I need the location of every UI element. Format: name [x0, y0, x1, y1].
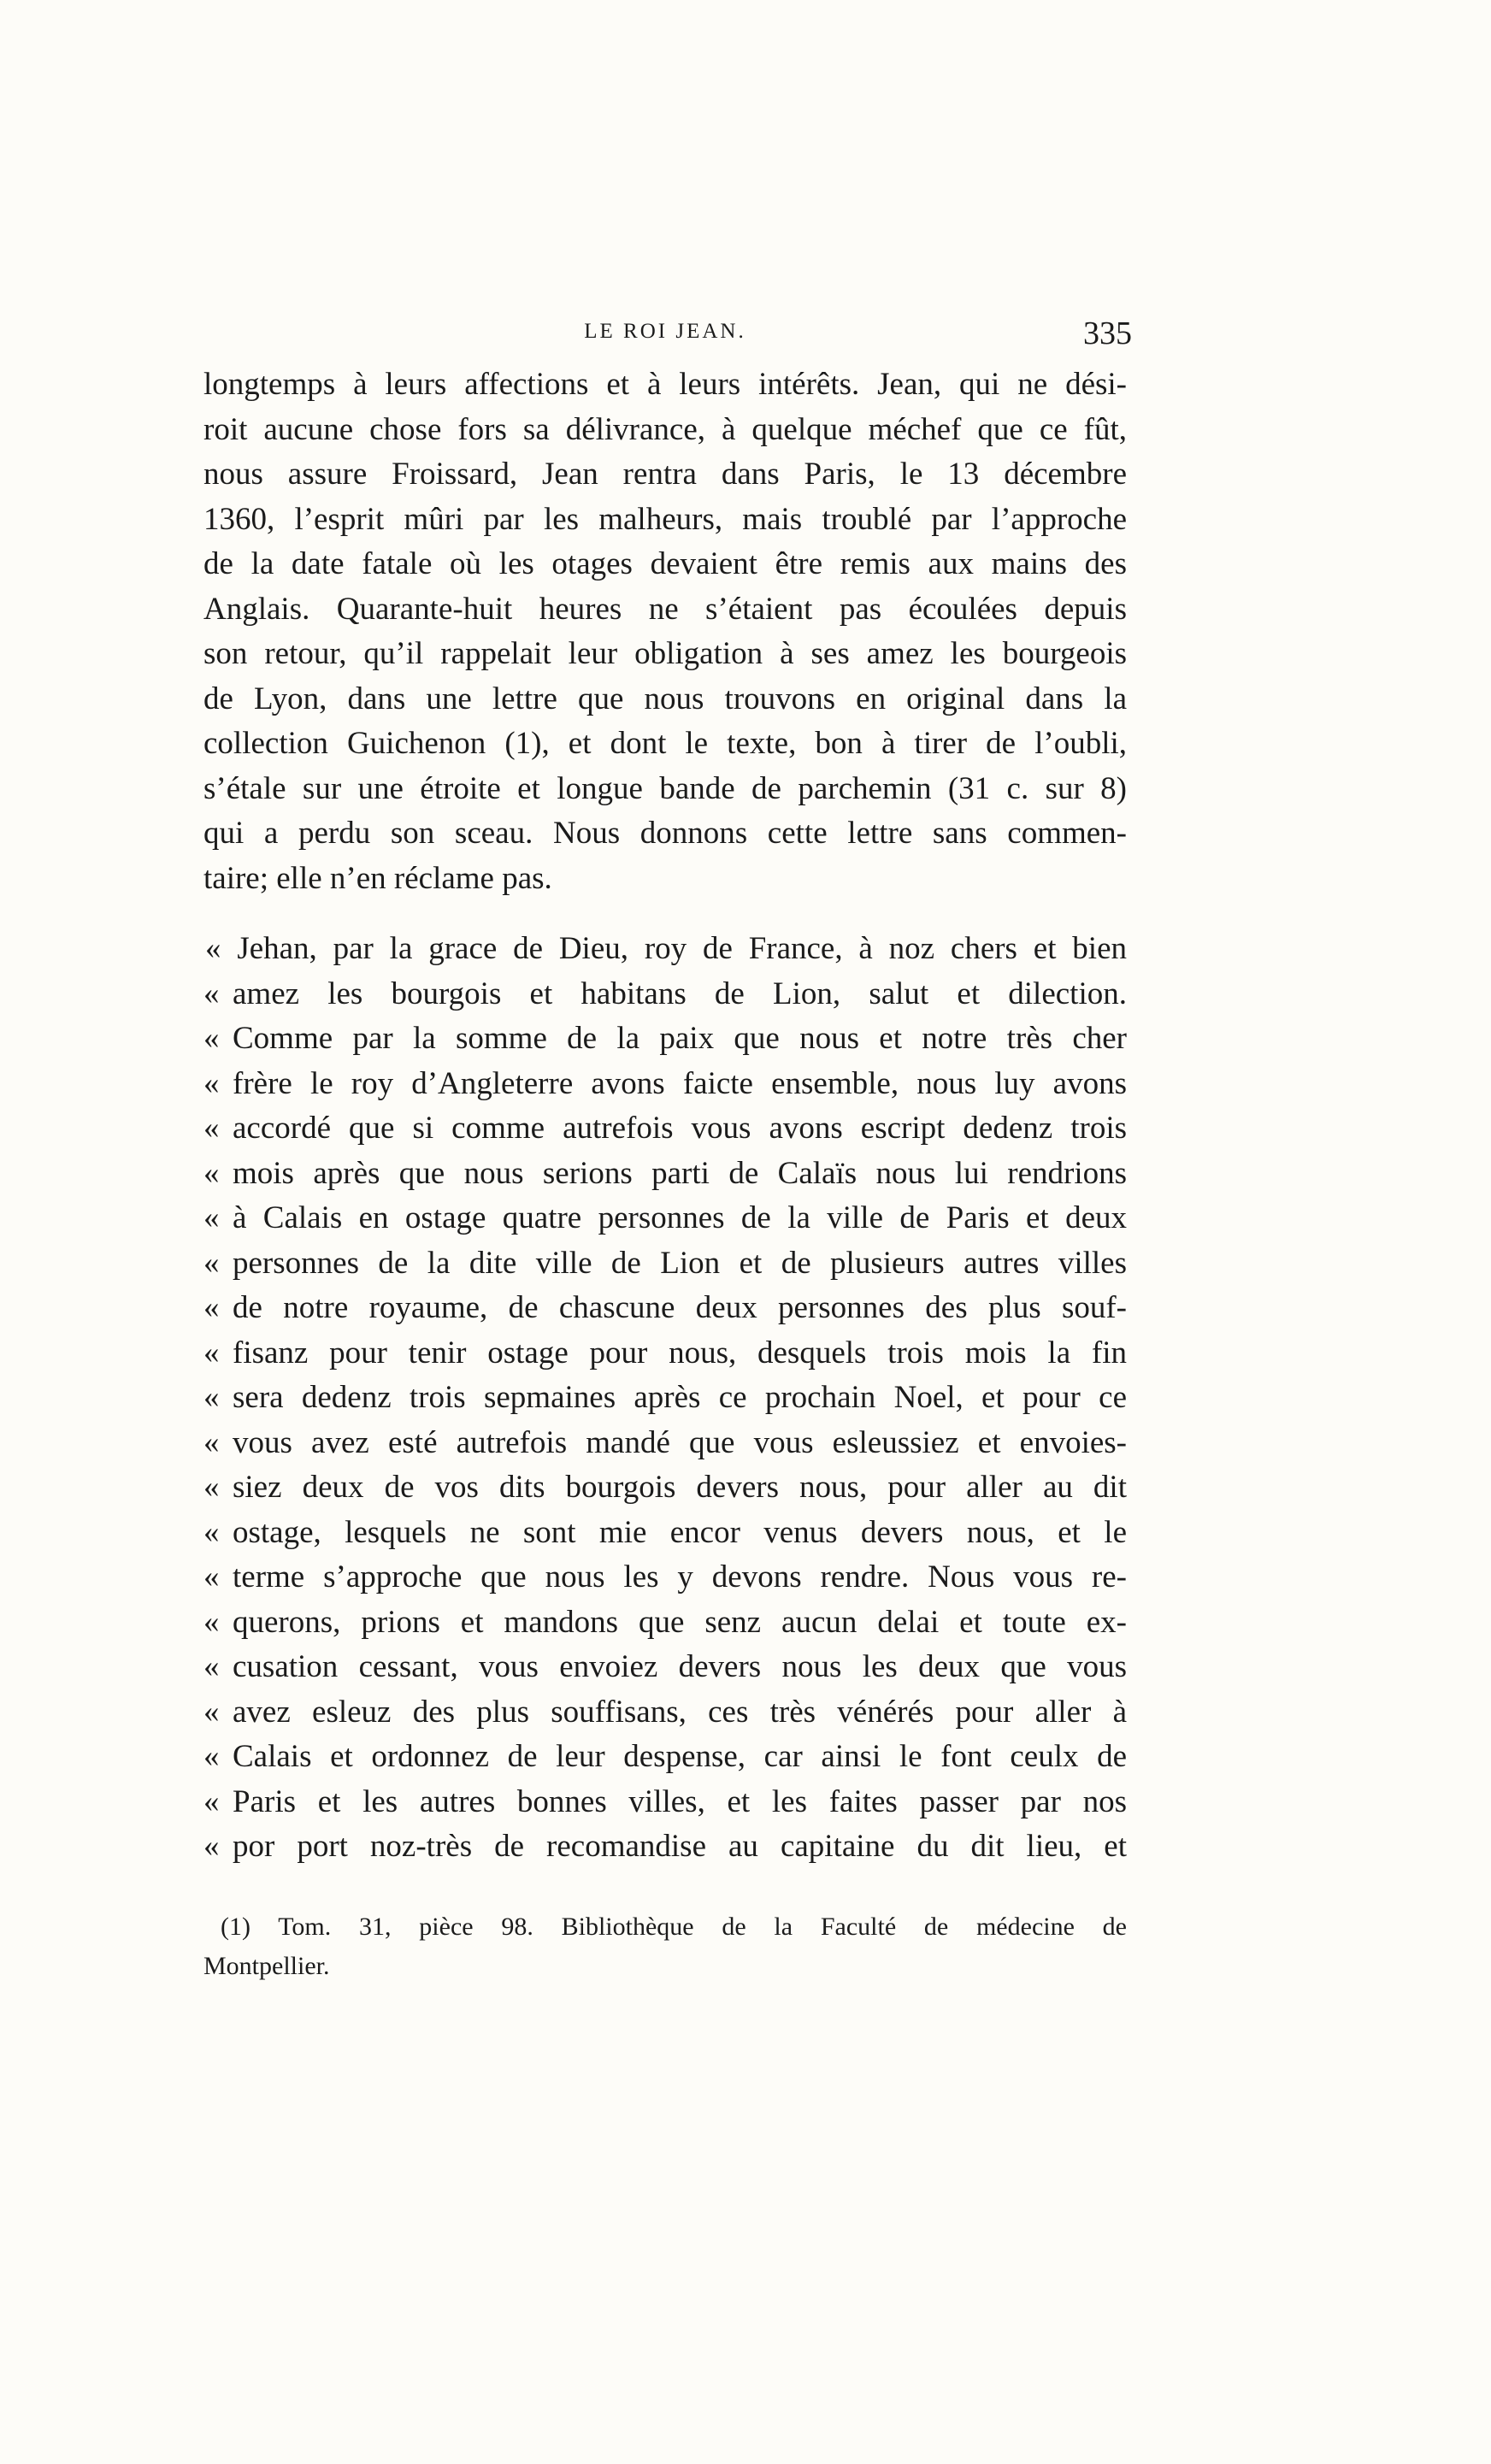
quote-line: « cusation cessant, vous envoiez devers nous les deux que vous: [203, 1645, 1127, 1690]
quote-mark: «: [203, 1514, 220, 1550]
quote-line: « personnes de la dite ville de Lion et de plusieurs autres villes: [203, 1241, 1127, 1287]
quote-line: « querons, prions et mandons que senz aucun delai et toute ex-: [203, 1600, 1127, 1646]
quote-line: « frère le roy d’Angleterre avons faicte ensemble, nous luy avons: [203, 1062, 1127, 1107]
text-line: longtemps à leurs affections et à leurs intérêts. Jean, qui ne dési-: [203, 367, 1127, 402]
quote-line: « por port noz-très de recomandise au capitaine du dit lieu, et: [203, 1824, 1127, 1870]
quote-line: « amez les bourgois et habitans de Lion, salut et dilection.: [203, 972, 1127, 1017]
text-line: qui a perdu son sceau. Nous donnons cette lettre sans commen-: [203, 816, 1127, 851]
quote-mark: «: [203, 1559, 220, 1595]
quote-line: « ostage, lesquels ne sont mie encor venus devers nous, et le: [203, 1511, 1127, 1556]
quote-line: « accordé que si comme autrefois vous avons escript dedenz trois: [203, 1106, 1127, 1152]
quote-mark: «: [203, 1739, 220, 1774]
text-line: nous assure Froissard, Jean rentra dans Paris, le 13 décembre: [203, 457, 1127, 492]
quote-mark: «: [203, 1021, 220, 1056]
running-head: [203, 315, 1132, 363]
page-number: 335: [1083, 315, 1132, 351]
running-title: LE ROI JEAN.: [584, 320, 746, 343]
quote-line: « vous avez esté autrefois mandé que vous esleussiez et envoies-: [203, 1421, 1127, 1466]
quote-mark: «: [203, 1335, 220, 1371]
quote-mark: «: [203, 1649, 220, 1684]
text-line: de Lyon, dans une lettre que nous trouvons en original dans la: [203, 681, 1127, 716]
book-page: [203, 315, 1132, 1986]
quote-mark: «: [203, 1065, 220, 1101]
letter-quotation: [203, 927, 1127, 1870]
quote-mark: «: [203, 1290, 220, 1325]
footnote-line: (1) Tom. 31, pièce 98. Bibliothèque de la Faculté de médecine de: [221, 1912, 1127, 1941]
quote-line: « terme s’approche que nous les y devons rendre. Nous vous re-: [203, 1555, 1127, 1600]
quote-line: « Jehan, par la grace de Dieu, roy de France, à noz chers et bien: [205, 931, 1127, 966]
text-line: Anglais. Quarante-huit heures ne s’étaient pas écoulées depuis: [203, 591, 1127, 627]
footnote: [203, 1907, 1127, 1986]
quote-line: « Calais et ordonnez de leur despense, car ainsi le font ceulx de: [203, 1735, 1127, 1780]
text-line: collection Guichenon (1), et dont le texte, bon à tirer de l’oubli,: [203, 726, 1127, 761]
text-line: roit aucune chose fors sa délivrance, à quelque méchef que ce fût,: [203, 411, 1127, 447]
quote-line: « Paris et les autres bonnes villes, et les faites passer par nos: [203, 1780, 1127, 1825]
quote-mark: «: [203, 1829, 220, 1864]
text-line: taire; elle n’en réclame pas.: [203, 860, 552, 896]
text-line: de la date fatale où les otages devaient être remis aux mains des: [203, 546, 1127, 581]
quote-line: « fisanz pour tenir ostage pour nous, desquels trois mois la fin: [203, 1331, 1127, 1376]
quote-line: « avez esleuz des plus souffisans, ces très vénérés pour aller à: [203, 1690, 1127, 1736]
quote-line: « mois après que nous serions parti de Calaïs nous lui rendrions: [203, 1152, 1127, 1197]
quote-mark: «: [203, 1380, 220, 1415]
intro-paragraph: [203, 363, 1127, 901]
quote-mark: «: [203, 1111, 220, 1146]
quote-line: « siez deux de vos dits bourgois devers nous, pour aller au dit: [203, 1465, 1127, 1511]
quote-mark: «: [203, 1604, 220, 1640]
quote-mark: «: [203, 1155, 220, 1191]
quote-line: « à Calais en ostage quatre personnes de la ville de Paris et deux: [203, 1196, 1127, 1241]
quote-mark: «: [203, 1245, 220, 1281]
text-line: son retour, qu’il rappelait leur obligation à ses amez les bourgeois: [203, 636, 1127, 671]
text-line: s’étale sur une étroite et longue bande de parchemin (31 c. sur 8): [203, 770, 1127, 806]
quote-line: « Comme par la somme de la paix que nous et notre très cher: [203, 1017, 1127, 1062]
quote-mark: «: [203, 1424, 220, 1460]
quote-mark: «: [203, 976, 220, 1011]
quote-line: « sera dedenz trois sepmaines après ce prochain Noel, et pour ce: [203, 1376, 1127, 1421]
text-line: 1360, l’esprit mûri par les malheurs, mais troublé par l’approche: [203, 501, 1127, 537]
quote-line: « de notre royaume, de chascune deux personnes des plus souf-: [203, 1286, 1127, 1331]
quote-mark: «: [203, 1694, 220, 1730]
quote-mark: «: [203, 1470, 220, 1505]
quote-mark: «: [203, 1200, 220, 1235]
footnote-line: Montpellier.: [203, 1951, 330, 1980]
quote-mark: «: [203, 1783, 220, 1819]
